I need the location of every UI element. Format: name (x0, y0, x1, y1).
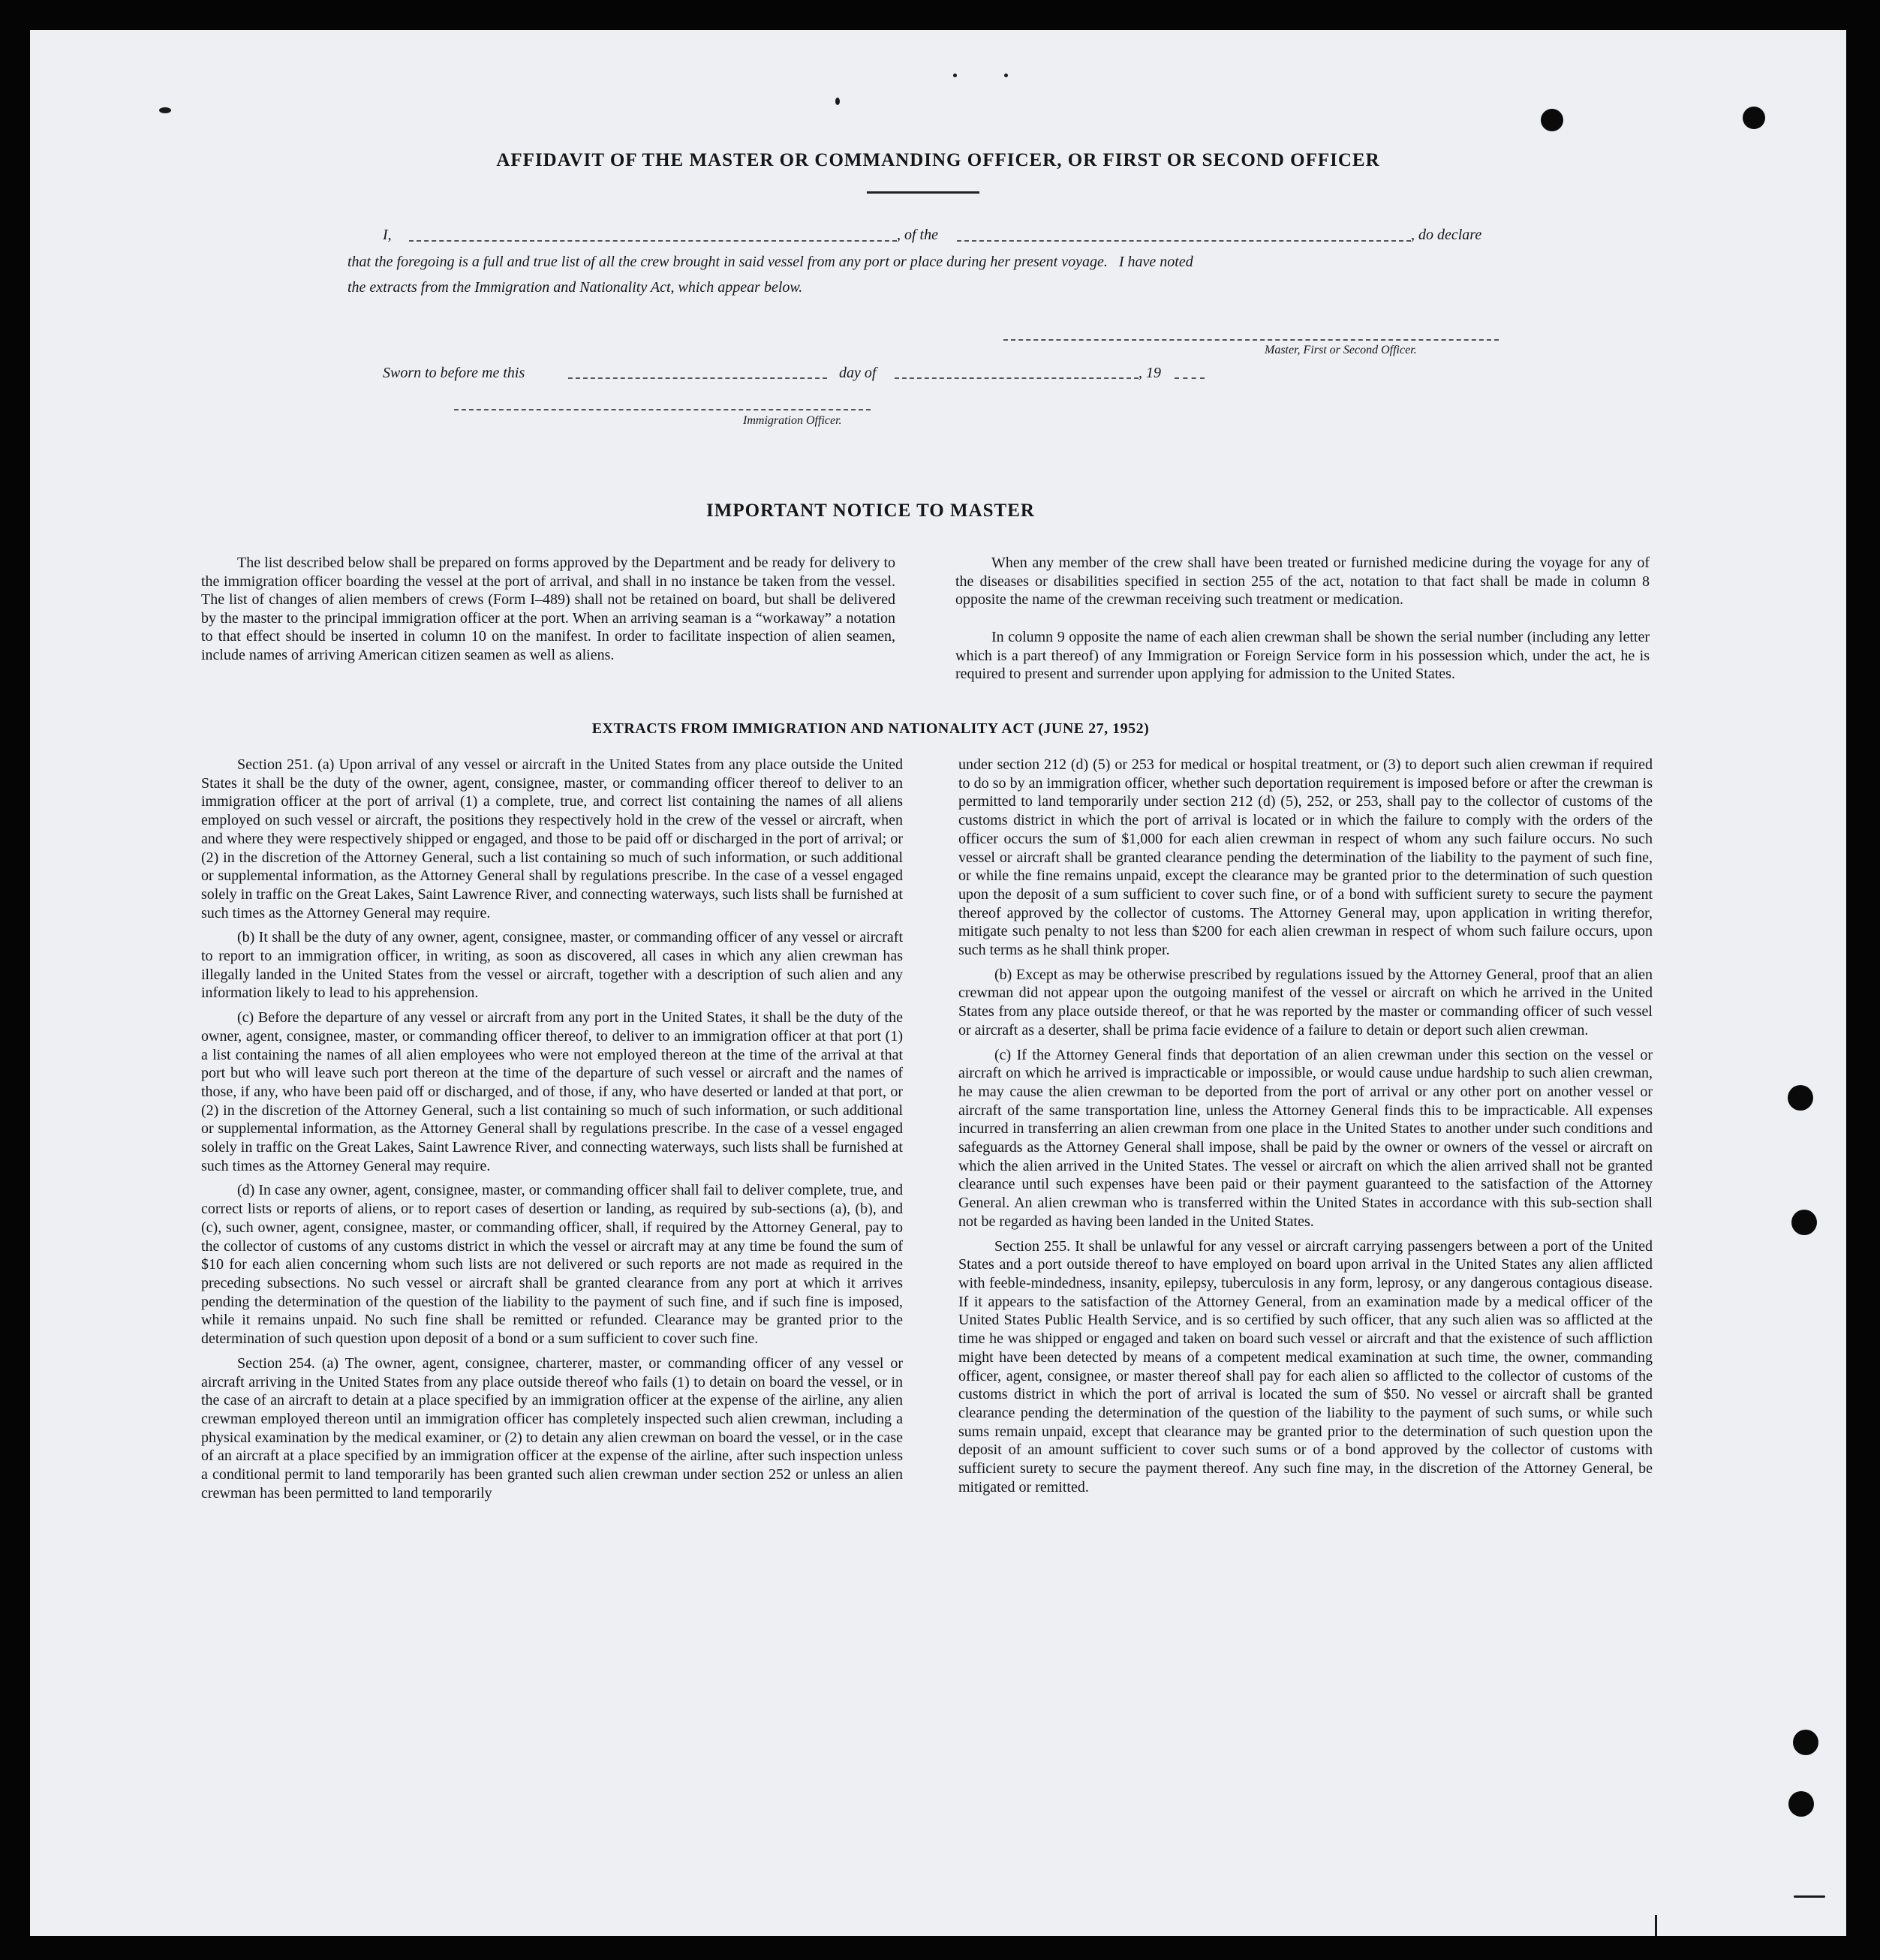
affidavit-title: AFFIDAVIT OF THE MASTER OR COMMANDING OFFICER, OR FIRST OR SECOND OFFICER (496, 150, 1380, 170)
immigration-officer-signature-line[interactable] (454, 409, 871, 410)
declaration-of-the: , of the (897, 227, 938, 243)
scan-speck (953, 74, 957, 77)
section-254c: (c) If the Attorney General finds that deportation of an alien crewman under this section on the vessel or aircraft on which he arrived is impracticable or impossible, or would cause undue hardship to such alien crewman, he may cause the alien crewman to be deported from the port of arrival or any other port on another vessel or aircraft of the same transportation line, unless the Attorney General finds this to be impracticable. All expenses incurred in transferring an alien crewman from one place in the United States to another under such conditions and safeguards as the Attorney General shall impose, shall be paid by the owner or owners of the vessel or aircraft on which the alien arrived in the United States. The vessel or aircraft on which the alien arrived shall not be granted clearance until such expenses have been paid or their payment guaranteed to the satisfaction of the Attorney General. An alien crewman who is transferred within the United States in accordance with this sub-section shall not be regarded as having been landed in the United States. (958, 1046, 1653, 1230)
scan-speck (1794, 1895, 1825, 1898)
year-label: , 19 (1139, 365, 1161, 381)
vessel-blank[interactable] (957, 240, 1411, 242)
declaration-line-2: that the foregoing is a full and true list of all the crew brought in said vessel from any port or place during her present voyage. I have noted (347, 254, 1193, 270)
immigration-officer-label: Immigration Officer. (743, 414, 842, 427)
day-of-label: day of (839, 365, 877, 381)
document-page (30, 30, 1846, 1936)
scan-speck (835, 98, 840, 105)
year-blank[interactable] (1175, 377, 1205, 379)
section-251c: (c) Before the departure of any vessel or aircraft from any port in the United States, it shall be the duty of the owner, agent, consignee, master, or commanding officer thereof, to deliver to an immigration officer at that port (1) a list containing the names of all alien employees who were not employed thereon at the time of the arrival at that port but who will leave such port thereon at the time of the departure of such vessel or aircraft and the names of those, if any, who have been paid off or discharged, and of those, if any, who have deserted or landed at that port, or (2) in the discretion of the Attorney General, such a list containing so much of such information, or such additional or supplemental information, as the Attorney General shall by regulations prescribe. In the case of a vessel engaged solely in traffic on the Great Lakes, Saint Lawrence River, and connecting waterways, such lists shall be furnished at such times as the Attorney General may require. (201, 1009, 903, 1174)
title-underline (867, 191, 979, 194)
month-blank[interactable] (895, 377, 1139, 379)
notice-right-paragraph-2: In column 9 opposite the name of each alien crewman shall be shown the serial number (including any letter which is a part thereof) of any Immigration or Foreign Service form in his possession which, under the act, he is required to present and surrender upon applying for admission to the United States. (955, 629, 1650, 683)
extracts-right-column (958, 756, 1653, 1502)
scan-speck (1004, 74, 1008, 77)
punch-hole (1788, 1791, 1814, 1817)
name-blank[interactable] (409, 240, 897, 242)
punch-hole (1788, 1085, 1813, 1111)
punch-hole (1793, 1730, 1818, 1755)
notice-title: IMPORTANT NOTICE TO MASTER (706, 501, 1035, 521)
section-254a-continued: under section 212 (d) (5) or 253 for medical or hospital treatment, or (3) to deport such alien crewman if required to do so by an immigration officer, whether such deportation requirement is imposed before or after the crewman is permitted to land temporarily under section 212 (d) (5), 252, or 253, shall pay to the collector of customs of the customs district in which the port of arrival is located or in which the failure to comply with the orders of the officer occurs the sum of $1,000 for each alien crewman in respect of whom any such failure occurs. No such vessel or aircraft shall be granted clearance pending the determination of the liability to the payment of such fine, or while the fine remains unpaid, except the clearance may be granted prior to the determination of such question upon the deposit of a sum sufficient to cover such fine, or of a bond with sufficient surety to secure the payment thereof approved by the collector of customs. The Attorney General may, upon application in writing therefor, mitigate such penalty to not less than $200 for each alien crewman in respect of whom such failure occurs, upon such terms as he shall think proper. (958, 756, 1653, 959)
extracts-title: EXTRACTS FROM IMMIGRATION AND NATIONALITY ACT (JUNE 27, 1952) (591, 720, 1150, 737)
declaration-do-declare: , do declare (1411, 227, 1482, 243)
master-signature-label: Master, First or Second Officer. (1265, 344, 1417, 356)
sworn-label: Sworn to before me this (383, 365, 525, 381)
sworn-day-blank[interactable] (568, 377, 827, 379)
declaration-line-3: the extracts from the Immigration and Nationality Act, which appear below. (347, 279, 803, 296)
declaration-i: I, (383, 227, 392, 243)
section-251d: (d) In case any owner, agent, consignee, master, or commanding officer shall fail to deliver complete, true, and correct lists or reports of aliens, or to report cases of desertion or landing, as required by sub-sections (a), (b), and (c), such owner, agent, consignee, master, or commanding officer, shall, if required by the Attorney General, pay to the collector of customs of any customs district in which the vessel or aircraft may at any time be found the sum of $10 for each alien concerning whom such lists are not delivered or such reports are not made as required in the preceding subsections. No such vessel or aircraft shall be granted clearance from any port at which it arrives pending the determination of the question of the liability to the payment of such fine, and if such fine is imposed, while it remains unpaid. No such fine shall be remitted or refunded. Clearance may be granted prior to the determination of such question upon deposit of a bond or a sum sufficient to cover such fine. (201, 1182, 903, 1348)
section-254b: (b) Except as may be otherwise prescribed by regulations issued by the Attorney General, proof that an alien crewman did not appear upon the outgoing manifest of the vessel or aircraft on which he arrived in the United States from any place outside thereof, or that he was reported by the master or commanding officer of such vessel or aircraft as a deserter, shall be prima facie evidence of a failure to detain or deport such alien crewman. (958, 966, 1653, 1039)
punch-hole (1541, 109, 1563, 131)
notice-right-paragraph-1: When any member of the crew shall have been treated or furnished medicine during the voyage for any of the diseases or disabilities specified in section 255 of the act, notation to that fact shall be made in column 8 opposite the name of the crewman receiving such treatment or medication. (955, 555, 1650, 609)
section-254a: Section 254. (a) The owner, agent, consignee, charterer, master, or commanding officer of any vessel or aircraft arriving in the United States from any place outside thereof who fails (1) to detain on board the vessel, or in the case of an aircraft to detain at a place specified by an immigration officer at the expense of the airline, any alien crewman employed thereon until an immigration officer has completely inspected such alien crewman, including a physical examination by the medical examiner, or (2) to detain any alien crewman on board the vessel, or in the case of an aircraft at a place specified by an immigration officer at the expense of the airline, after such inspection unless a conditional permit to land temporarily has been granted such alien crewman under section 252 or unless an alien crewman has been permitted to land temporarily (201, 1354, 903, 1502)
scan-speck (159, 107, 171, 113)
punch-hole (1791, 1210, 1817, 1235)
section-255: Section 255. It shall be unlawful for any vessel or aircraft carrying passengers between a port of the United States and a port outside thereof to have employed on board upon arrival in the United States any alien afflicted with feeble-mindedness, insanity, epilepsy, tuberculosis in any form, leprosy, or any dangerous contagious disease. If it appears to the satisfaction of the Attorney General, from an examination made by a medical officer of the United States Public Health Service, and is so certified by such officer, that any such alien was so afflicted at the time he was shipped or engaged and taken on board such vessel or aircraft and that the existence of such affliction might have been detected by means of a competent medical examination at such time, the owner, commanding officer, agent, consignee, or master thereof shall pay for each alien so afflicted to the collector of customs of the customs district in which the port of arrival is located the sum of $50. No vessel or aircraft shall be granted clearance pending the determination of the question of the liability to the payment of such sums, or while such sums remain unpaid, except that clearance may be granted prior to the determination of such question upon the deposit of an amount sufficient to cover such sums or of a bond approved by the collector of customs with sufficient surety to secure the payment thereof. Any such fine may, in the discretion of the Attorney General, be mitigated or remitted. (958, 1237, 1653, 1496)
notice-left-paragraph: The list described below shall be prepared on forms approved by the Department and be ready for delivery to the immigration officer boarding the vessel at the port of arrival, and shall in no instance be taken from the vessel. The list of changes of alien members of crews (Form I–489) shall not be retained on board, but shall be delivered by the master to the principal immigration officer at the port. When an arriving seaman is a “workaway” a notation to that effect should be inserted in column 10 on the manifest. In order to facilitate inspection of alien seamen, include names of arriving American citizen seamen as well as aliens. (201, 555, 895, 663)
scan-speck (1655, 1915, 1657, 1936)
section-251b: (b) It shall be the duty of any owner, agent, consignee, master, or commanding officer of any vessel or aircraft to report to an immigration officer, in writing, as soon as discovered, all cases in which any alien crewman has illegally landed in the United States from the vessel or aircraft, together with a description of such alien and any information likely to lead to his apprehension. (201, 929, 903, 1002)
section-251a: Section 251. (a) Upon arrival of any vessel or aircraft in the United States from any place outside the United States it shall be the duty of the owner, agent, consignee, master, or commanding officer thereof to deliver to an immigration officer at the port of arrival (1) a complete, true, and correct list containing the names of all aliens employed on such vessel or aircraft, the positions they respectively hold in the crew of the vessel or aircraft, when and where they were respectively shipped or engaged, and those to be paid off or discharged in the port of arrival; or (2) in the discretion of the Attorney General, such a list containing so much of such information, or such additional or supplemental information, as the Attorney General shall by regulations prescribe. In the case of a vessel engaged solely in traffic on the Great Lakes, Saint Lawrence River, and connecting waterways, such lists shall be furnished at such times as the Attorney General may require. (201, 756, 903, 921)
master-signature-line[interactable] (1003, 339, 1499, 341)
extracts-left-column (201, 756, 903, 1508)
punch-hole (1743, 107, 1765, 129)
